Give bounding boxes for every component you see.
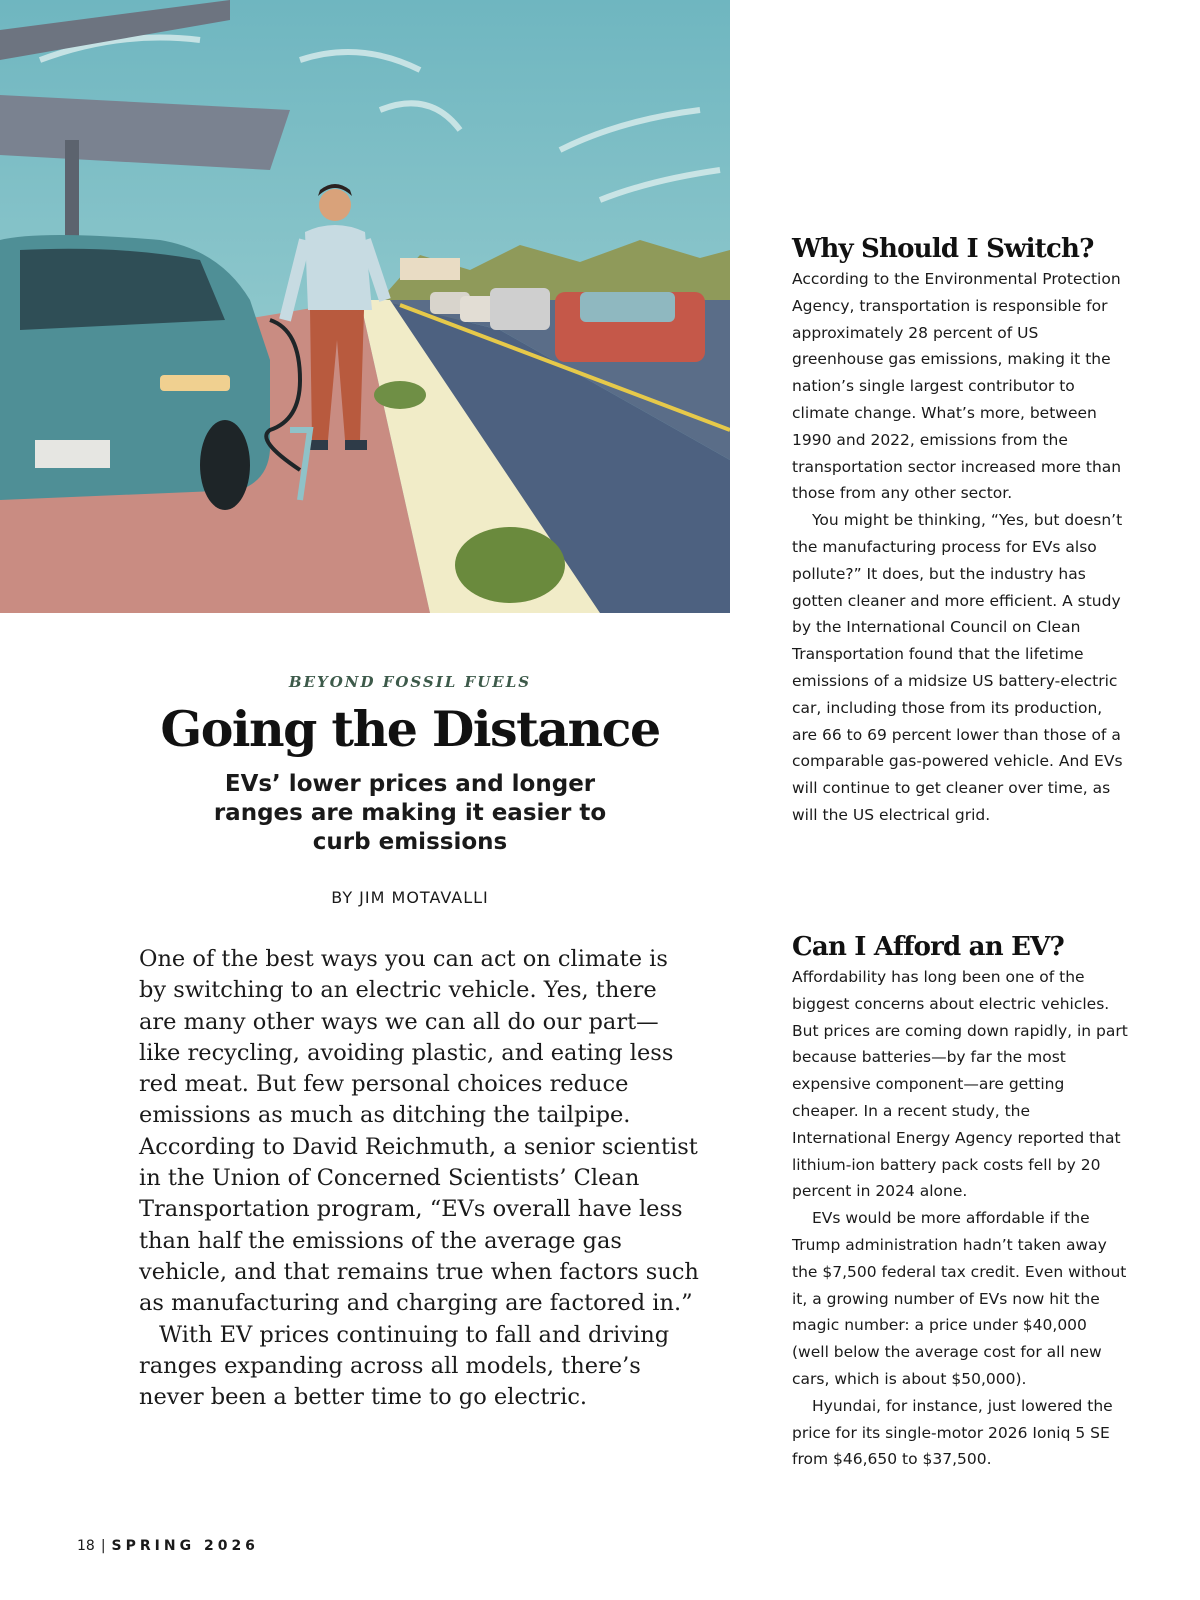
body-paragraph: With EV prices continuing to fall and driving ranges expanding across all models, there’s never been a better time to go electric.: [139, 1321, 670, 1411]
section-paragraph: Hyundai, for instance, just lowered the price for its single-motor 2026 Ioniq 5 SE from $46,650 to $37,500.: [792, 1396, 1113, 1469]
section-paragraph: You might be thinking, “Yes, but doesn’t the manufacturing process for EVs also pollute?” It does, but the industry has gotten cleaner and more efficient. A study by the International Council on Clean Transportation found that the lifetime emissions of a midsize US battery-electric car, including those from its production, are 66 to 69 percent lower than those of a comparable gas-powered vehicle. And EVs will continue to get cleaner over time, as will the US electrical grid.: [792, 511, 1123, 824]
illustration-svg: [0, 0, 730, 613]
article-kicker: BEYOND FOSSIL FUELS: [288, 673, 532, 691]
section-paragraph: EVs would be more affordable if the Trump administration hadn’t taken away the $7,500 federal tax credit. Even without it, a growing number of EVs now hit the magic number: a price under $40,000 (well below the average cost for all new cars, which is about $50,000).: [792, 1209, 1127, 1388]
issue-season: SPRING 2026: [111, 1538, 259, 1554]
section-paragraph: According to the Environmental Protection Agency, transportation is responsible for approximately 28 percent of US greenhouse gas emissions, making it the nation’s single largest contributor to climate change. What’s more, between 1990 and 2022, emissions from the transportation sector increased more than those from any other sector.: [792, 270, 1122, 503]
section-heading: Can I Afford an EV?: [792, 932, 1064, 962]
article-body: [139, 944, 699, 1413]
sidebar-section-why-switch: [792, 234, 1128, 829]
article-byline: BY JIM MOTAVALLI: [331, 888, 489, 907]
page-footer: [77, 1538, 259, 1554]
shrub-small: [374, 381, 426, 409]
section-paragraph: Affordability has long been one of the biggest concerns about electric vehicles. But prices are coming down rapidly, in part because batteries—by far the most expensive component—are getting cheaper. In a recent study, the International Energy Agency reported that lithium-ion battery pack costs fell by 20 percent in 2024 alone.: [792, 968, 1128, 1201]
sidebar-section-afford-ev: [792, 932, 1128, 1473]
article-headline: Going the Distance: [160, 700, 660, 758]
article-dek: EVs’ lower prices and longer ranges are making it easier to curb emissions: [213, 771, 607, 855]
ev-charging-illustration: [0, 0, 730, 613]
shrub-large: [455, 527, 565, 603]
footer-separator: |: [100, 1538, 106, 1554]
gas-station-building: [400, 258, 460, 280]
page-number: 18: [77, 1538, 95, 1554]
body-paragraph: One of the best ways you can act on climate is by switching to an electric vehicle. Yes, there are many other ways we can all do our part—like recycling, avoiding plastic, and eating less red meat. But few personal choices reduce emissions as much as ditching the tailpipe. According to David Reichmuth, a senior scientist in the Union of Concerned Scientists’ Clean Transportation program, “EVs overall have less than half the emissions of the average gas vehicle, and that remains true when factors such as manufacturing and charging are factored in.”: [139, 946, 699, 1317]
green-ev: [0, 235, 270, 510]
section-heading: Why Should I Switch?: [792, 234, 1094, 264]
